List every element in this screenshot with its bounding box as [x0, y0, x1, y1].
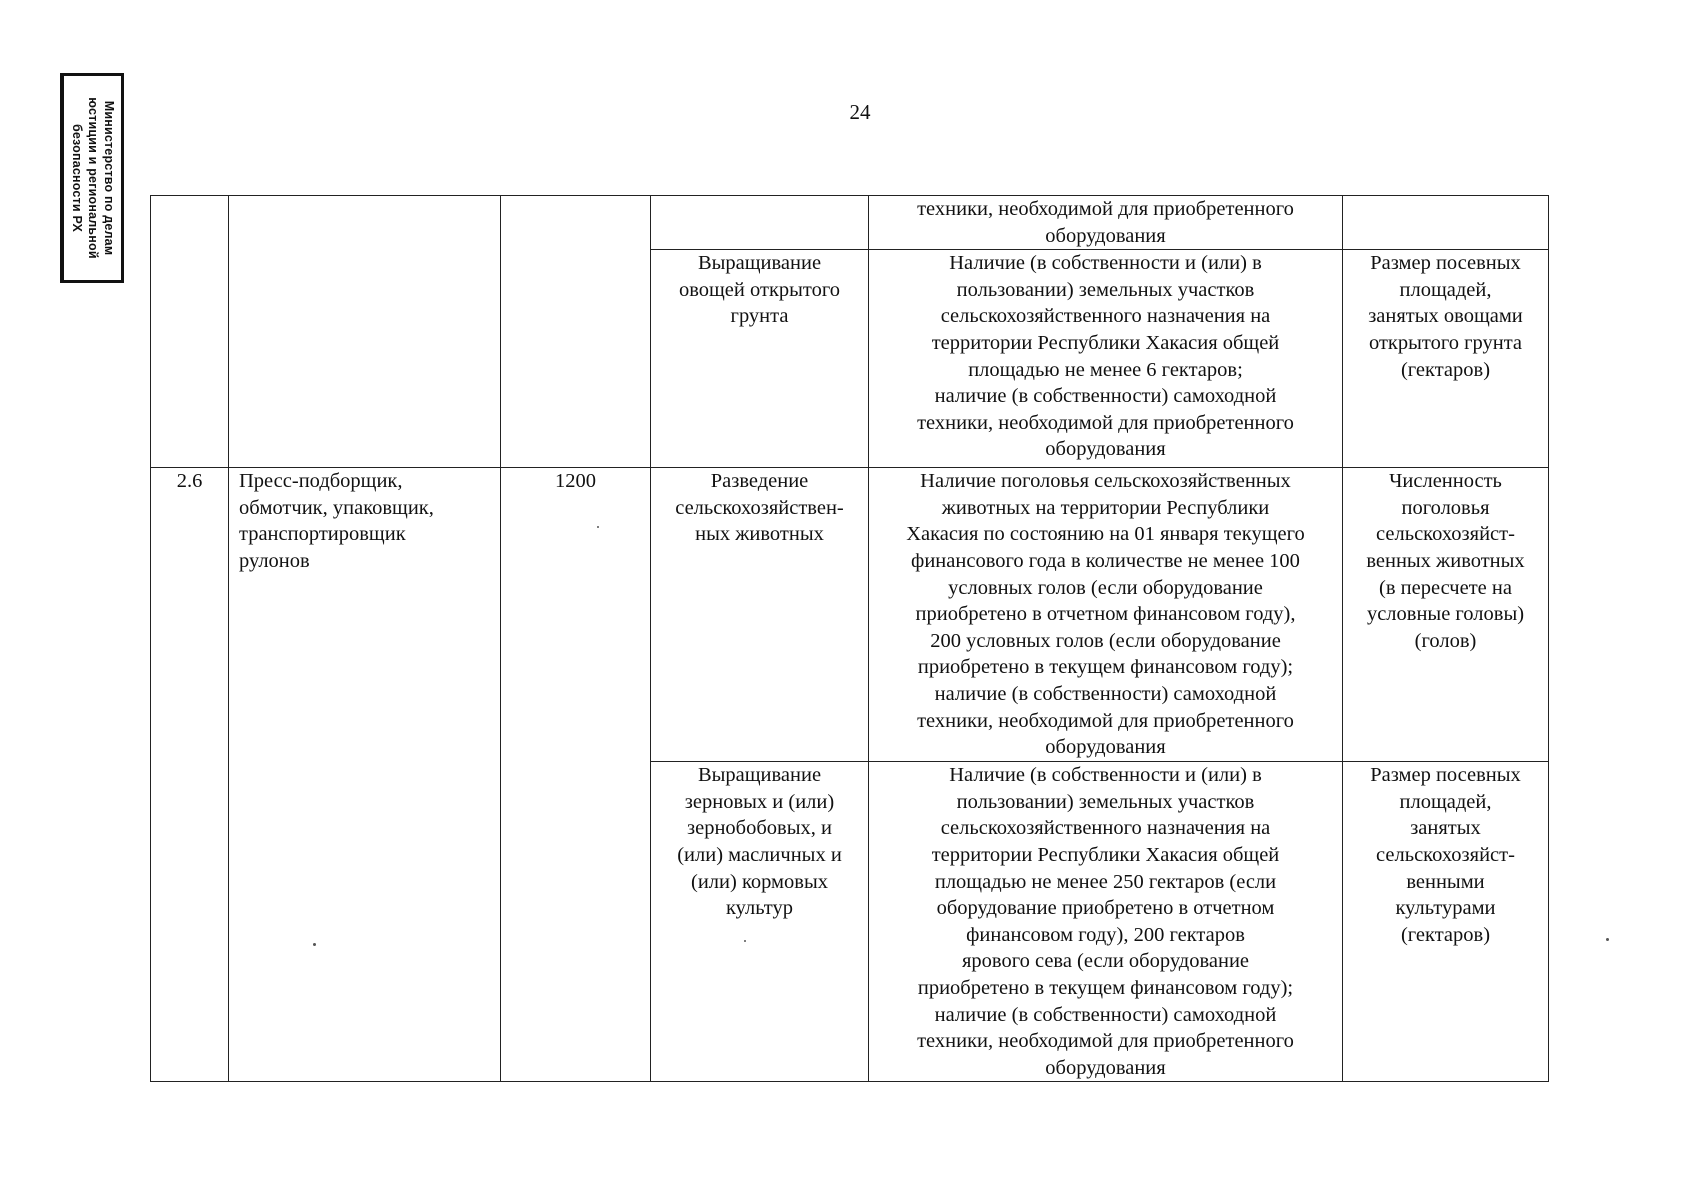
- text-line: техники, необходимой для приобретенного: [917, 709, 1294, 732]
- text-line: Разведение: [710, 470, 809, 493]
- text-line: наличие (в собственности) самоходной: [934, 682, 1277, 705]
- cell-number: 2.6: [151, 468, 229, 1082]
- equipment-table: [150, 195, 1549, 1082]
- text-line: территории Республики Хакасия общей: [931, 331, 1280, 354]
- cell-amount: 1200: [501, 468, 651, 1082]
- text-line: территории Республики Хакасия общей: [931, 843, 1280, 866]
- text-line: Размер посевных: [1370, 764, 1521, 787]
- stamp-line: Министерство по делам: [101, 100, 116, 256]
- text-line: (в пересчете на: [1379, 576, 1512, 599]
- cell-activity: [651, 762, 869, 1082]
- cell-criteria-continuation: [869, 196, 1343, 250]
- cell-equipment: [229, 468, 501, 1082]
- text-line: культур: [725, 897, 793, 920]
- text-line: пользовании) земельных участков: [956, 278, 1255, 301]
- text-line: овощей открытого: [678, 278, 841, 301]
- cell-activity: [651, 468, 869, 762]
- text-line: финансовом году), 200 гектаров: [966, 923, 1245, 946]
- table-row-2-6: [151, 468, 1549, 762]
- text-line: (гектаров): [1400, 923, 1491, 946]
- cell-indicator: [1343, 250, 1549, 468]
- text-line: пользовании) земельных участков: [956, 790, 1255, 813]
- text-line: Наличие (в собственности и (или) в: [949, 252, 1262, 275]
- text-line: транспортировщик: [239, 523, 406, 546]
- text-line: наличие (в собственности) самоходной: [934, 385, 1277, 408]
- cell-indicator: [1343, 468, 1549, 762]
- text-line: Выращивание: [697, 252, 822, 275]
- text-line: приобретено в текущем финансовом году);: [917, 976, 1294, 999]
- scan-speck: [744, 940, 746, 942]
- text-line: (или) масличных и: [677, 843, 842, 866]
- text-line: животных на территории Республики: [941, 496, 1270, 519]
- text-line: сельскохозяйствен-: [675, 496, 844, 519]
- text-line: техники, необходимой для приобретенного: [917, 1030, 1294, 1053]
- stamp-text: [69, 78, 117, 278]
- text-line: Численность: [1389, 470, 1502, 493]
- text-line: культурами: [1395, 897, 1496, 920]
- text-line: зерновых и (или): [684, 790, 835, 813]
- text-line: оборудования: [1045, 224, 1166, 247]
- text-line: (гектаров): [1400, 358, 1491, 381]
- text-line: ных животных: [695, 523, 824, 546]
- text-line: условных голов (если оборудование: [948, 576, 1263, 599]
- cell-amount-empty: [501, 196, 651, 468]
- text-line: площадей,: [1399, 278, 1492, 301]
- text-line: оборудования: [1045, 736, 1166, 759]
- text-line: Пресс-подборщик,: [239, 470, 403, 493]
- text-line: (голов): [1414, 629, 1477, 652]
- page-number: 24: [849, 100, 871, 124]
- text-line: сельскохозяйственного назначения на: [940, 305, 1271, 328]
- text-line: оборудования: [1045, 438, 1166, 461]
- cell-equipment-empty: [229, 196, 501, 468]
- scan-speck: [597, 526, 599, 528]
- cell-criteria: [869, 468, 1343, 762]
- text-line: приобретено в текущем финансовом году);: [917, 656, 1294, 679]
- table-row-continuation: [151, 196, 1549, 250]
- scan-speck: [313, 943, 316, 946]
- text-line: (или) кормовых: [691, 870, 828, 893]
- text-line: ярового сева (если оборудование: [961, 950, 1250, 973]
- cell-number-empty: [151, 196, 229, 468]
- text-line: Размер посевных: [1370, 252, 1521, 275]
- text-line: площадей,: [1399, 790, 1492, 813]
- cell-criteria: [869, 762, 1343, 1082]
- text-line: сельскохозяйст-: [1376, 843, 1515, 866]
- text-line: оборудование приобретено в отчетном: [936, 897, 1275, 920]
- text-line: рулонов: [239, 549, 310, 572]
- text-line: условные головы): [1366, 603, 1525, 626]
- text-line: сельскохозяйственного назначения на: [940, 817, 1271, 840]
- text-line: площадью не менее 250 гектаров (если: [934, 870, 1277, 893]
- text-line: площадью не менее 6 гектаров;: [968, 358, 1243, 381]
- text-line: Наличие поголовья сельскохозяйственных: [920, 470, 1291, 493]
- text-line: сельскохозяйст-: [1376, 523, 1515, 546]
- text-line: открытого грунта: [1368, 331, 1523, 354]
- text-line: венных животных: [1366, 549, 1525, 572]
- text-line: финансового года в количестве не менее 100: [911, 549, 1300, 572]
- text-line: 200 условных голов (если оборудование: [930, 629, 1281, 652]
- text-line: оборудования: [1045, 1056, 1166, 1079]
- cell-activity-empty: [651, 196, 869, 250]
- cell-criteria: [869, 250, 1343, 468]
- text-line: обмотчик, упаковщик,: [239, 496, 434, 519]
- text-line: наличие (в собственности) самоходной: [934, 1003, 1277, 1026]
- scan-speck: [1606, 938, 1609, 941]
- text-line: венными: [1406, 870, 1485, 893]
- text-line: Выращивание: [697, 764, 822, 787]
- text-line: поголовья: [1401, 496, 1490, 519]
- text-line: зернобобовых, и: [687, 817, 832, 840]
- registration-stamp: [60, 73, 124, 283]
- stamp-line: юстиции и региональной: [85, 97, 100, 259]
- text-line: Хакасия по состоянию на 01 января текущего: [906, 523, 1305, 546]
- text-line: занятых: [1410, 817, 1481, 840]
- text-line: техники, необходимой для приобретенного: [917, 198, 1294, 220]
- text-line: техники, необходимой для приобретенного: [917, 411, 1294, 434]
- text-line: занятых овощами: [1368, 305, 1523, 328]
- text-line: приобретено в отчетном финансовом году),: [915, 603, 1296, 626]
- stamp-line: безопасности РХ: [69, 123, 84, 233]
- cell-activity: [651, 250, 869, 468]
- cell-indicator-empty: [1343, 196, 1549, 250]
- text-line: грунта: [730, 305, 789, 328]
- cell-indicator: [1343, 762, 1549, 1082]
- text-line: Наличие (в собственности и (или) в: [949, 764, 1262, 787]
